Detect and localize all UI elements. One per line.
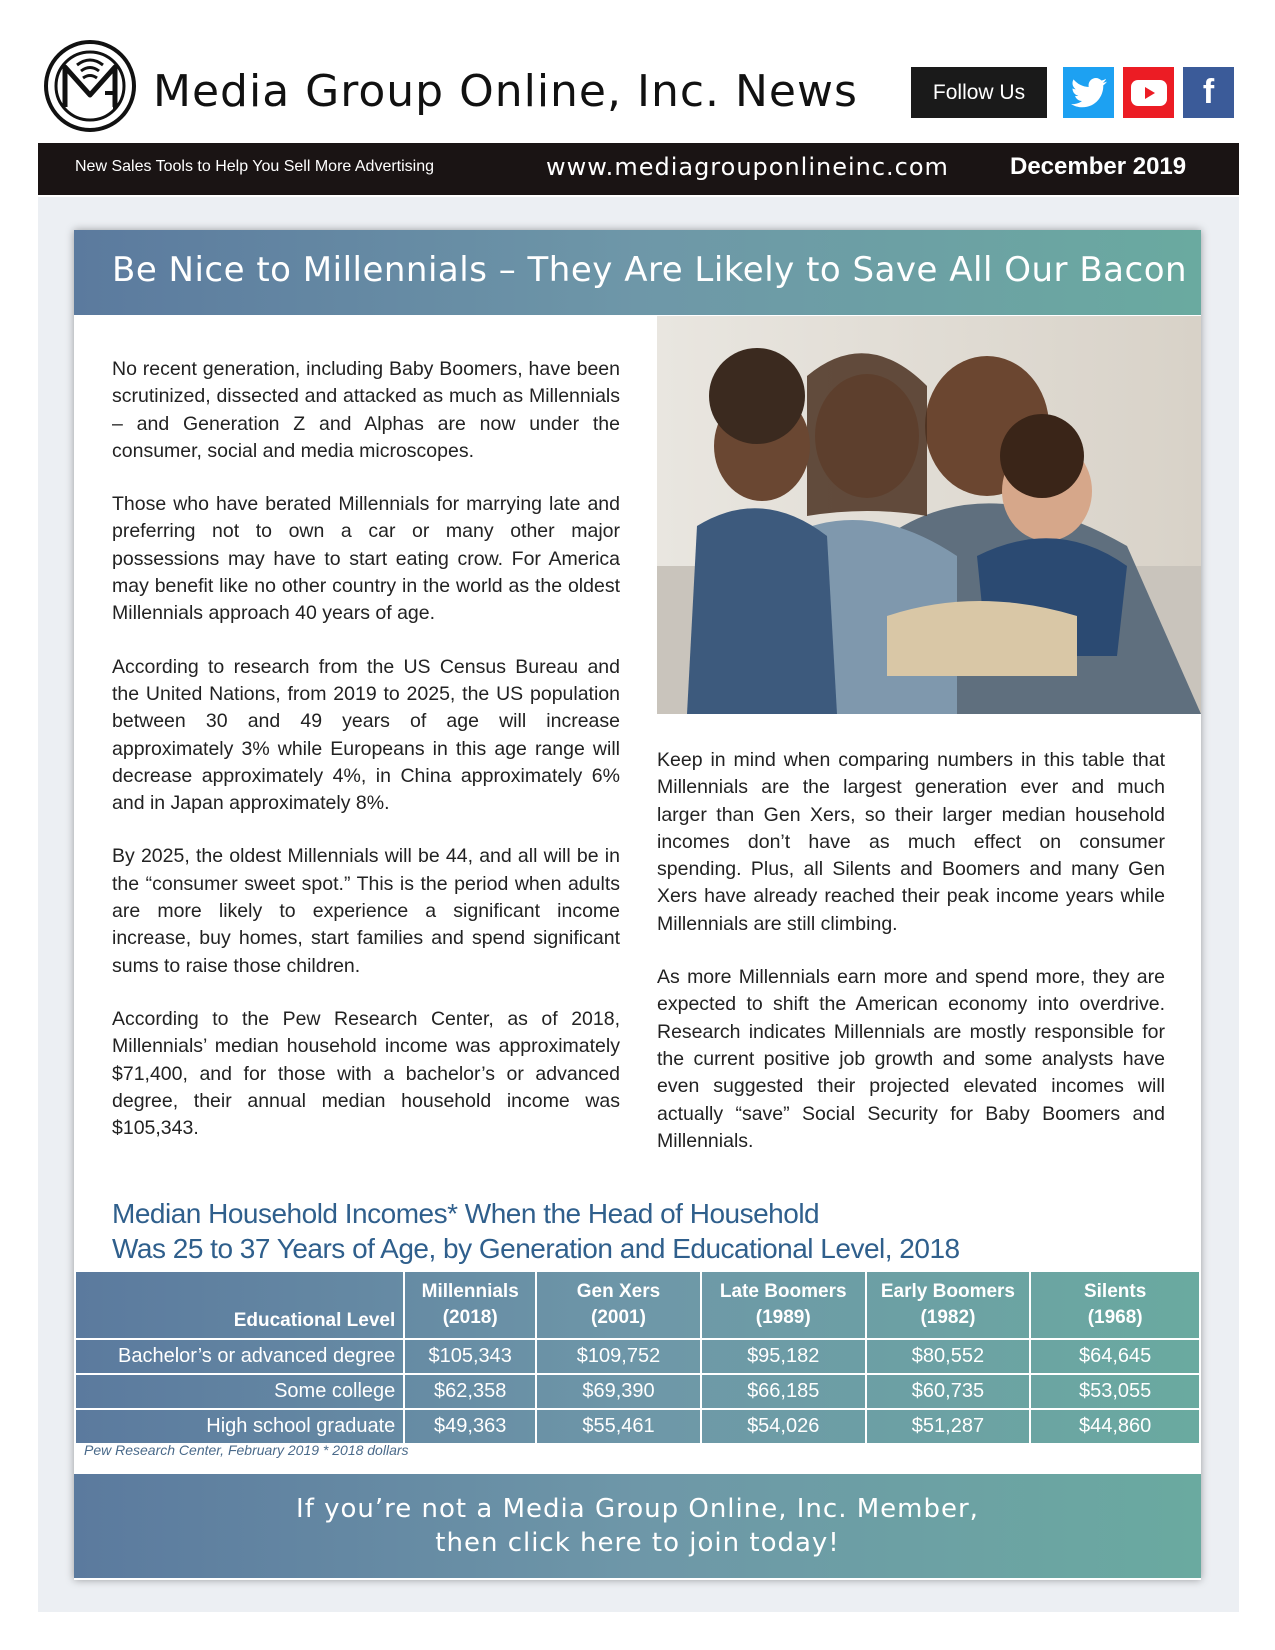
column-year: (1989)	[755, 1307, 811, 1328]
table-cell: $44,860	[1030, 1409, 1200, 1444]
column-year: (2001)	[591, 1307, 646, 1328]
paragraph: As more Millennials earn more and spend more, they are expected to shift the American economy into overdrive. Research indicates Millennials are mostly responsible for the current positive job growth and some analysts have even suggested their projected elevated incomes will actually “save” Social Security for Baby Boomers and Millennials.	[657, 966, 1165, 1152]
income-table	[74, 1270, 1201, 1445]
paragraph: According to research from the US Census Bureau and the United Nations, from 2019 to 2025, the US population between 30 and 49 years of age will increase approximately 3% while Europeans in this age range will decrease approximately 4%, in China approximately 6% and in Japan approximately 8%.	[112, 655, 620, 815]
row-label: Bachelor’s or advanced degree	[75, 1339, 404, 1374]
paragraph: Those who have berated Millennials for marrying late and preferring not to own a car or many other major possessions may have to start eating crow. For America may benefit like no other country in the world as the oldest Millennials approach 40 years of age.	[112, 493, 620, 625]
column-name: Gen Xers	[576, 1281, 661, 1302]
table-header-row	[75, 1271, 1200, 1339]
table-title-line: Median Household Incomes* When the Head of Household	[112, 1198, 820, 1229]
table-cell: $54,026	[701, 1409, 866, 1444]
column-name: Millennials	[421, 1281, 519, 1302]
column-header	[536, 1271, 701, 1339]
table-cell: $105,343	[404, 1339, 536, 1374]
table-row	[75, 1374, 1200, 1409]
table-cell: $62,358	[404, 1374, 536, 1409]
brand-title: Media Group Online, Inc. News	[153, 66, 858, 117]
table-cell: $64,645	[1030, 1339, 1200, 1374]
article-right-column	[657, 747, 1165, 1181]
logo	[44, 40, 136, 132]
table-row	[75, 1339, 1200, 1374]
facebook-icon[interactable]: f	[1183, 67, 1234, 118]
column-header	[404, 1271, 536, 1339]
column-year: (1968)	[1087, 1307, 1143, 1328]
paragraph: By 2025, the oldest Millennials will be 44, and all will be in the “consumer sweet spot.” This is the period when adults are more likely to experience a significant income increase, buy homes, start families and spend significant sums to raise those children.	[112, 845, 620, 977]
column-header	[1030, 1271, 1200, 1339]
column-year: (2018)	[442, 1307, 498, 1328]
twitter-icon[interactable]	[1063, 67, 1114, 118]
table-title	[112, 1196, 960, 1266]
mg-logo-mark	[53, 49, 127, 123]
table-cell: $49,363	[404, 1409, 536, 1444]
paragraph: Keep in mind when comparing numbers in this table that Millennials are the largest generation ever and much larger than Gen Xers, so their larger median household incomes don’t have as much effect on consumer spending. Plus, all Silents and Boomers and many Gen Xers have already reached their peak income years while Millennials are still climbing.	[657, 749, 1165, 935]
paragraph: According to the Pew Research Center, as of 2018, Millennials’ median household income was approximately $71,400, and for those with a bachelor’s or advanced degree, their annual median household income was $105,343.	[112, 1007, 620, 1140]
column-header	[866, 1271, 1031, 1339]
column-year: (1982)	[920, 1307, 976, 1328]
table-source-note: Pew Research Center, February 2019 * 2018 dollars	[84, 1442, 409, 1458]
row-label: Some college	[75, 1374, 404, 1409]
table-cell: $80,552	[866, 1339, 1031, 1374]
header-bar	[38, 143, 1239, 195]
website-link[interactable]: www.mediagrouponlineinc.com	[546, 153, 949, 181]
table-cell: $69,390	[536, 1374, 701, 1409]
table-cell: $60,735	[866, 1374, 1031, 1409]
table-cell: $109,752	[536, 1339, 701, 1374]
table-title-line: Was 25 to 37 Years of Age, by Generation and Educational Level, 2018	[112, 1233, 960, 1264]
table-row	[75, 1409, 1200, 1444]
join-cta-button[interactable]	[74, 1474, 1201, 1578]
cta-line: then click here to join today!	[435, 1528, 840, 1558]
column-name: Early Boomers	[880, 1281, 1015, 1302]
table-cell: $66,185	[701, 1374, 866, 1409]
column-name: Silents	[1083, 1281, 1147, 1302]
article-title: Be Nice to Millennials – They Are Likely to Save All Our Bacon	[112, 250, 1188, 290]
youtube-icon[interactable]	[1123, 67, 1174, 118]
column-name: Late Boomers	[719, 1281, 847, 1302]
family-photo	[657, 316, 1201, 714]
row-label: High school graduate	[75, 1409, 404, 1444]
cta-line: If you’re not a Media Group Online, Inc. Member,	[296, 1494, 979, 1524]
follow-us-label: Follow Us	[911, 67, 1047, 118]
paragraph: No recent generation, including Baby Boomers, have been scrutinized, dissected and attacked as much as Millennials – and Generation Z and Alphas are now under the consumer, social and media microscopes.	[112, 358, 620, 462]
tagline: New Sales Tools to Help You Sell More Advertising	[75, 158, 435, 175]
table-cell: $95,182	[701, 1339, 866, 1374]
column-header-level: Educational Level	[75, 1271, 404, 1339]
table-cell: $53,055	[1030, 1374, 1200, 1409]
article-left-column	[112, 356, 620, 1168]
table-cell: $51,287	[866, 1409, 1031, 1444]
article-banner	[74, 230, 1201, 315]
issue-date: December 2019	[1010, 153, 1187, 180]
table-cell: $55,461	[536, 1409, 701, 1444]
column-header	[701, 1271, 866, 1339]
